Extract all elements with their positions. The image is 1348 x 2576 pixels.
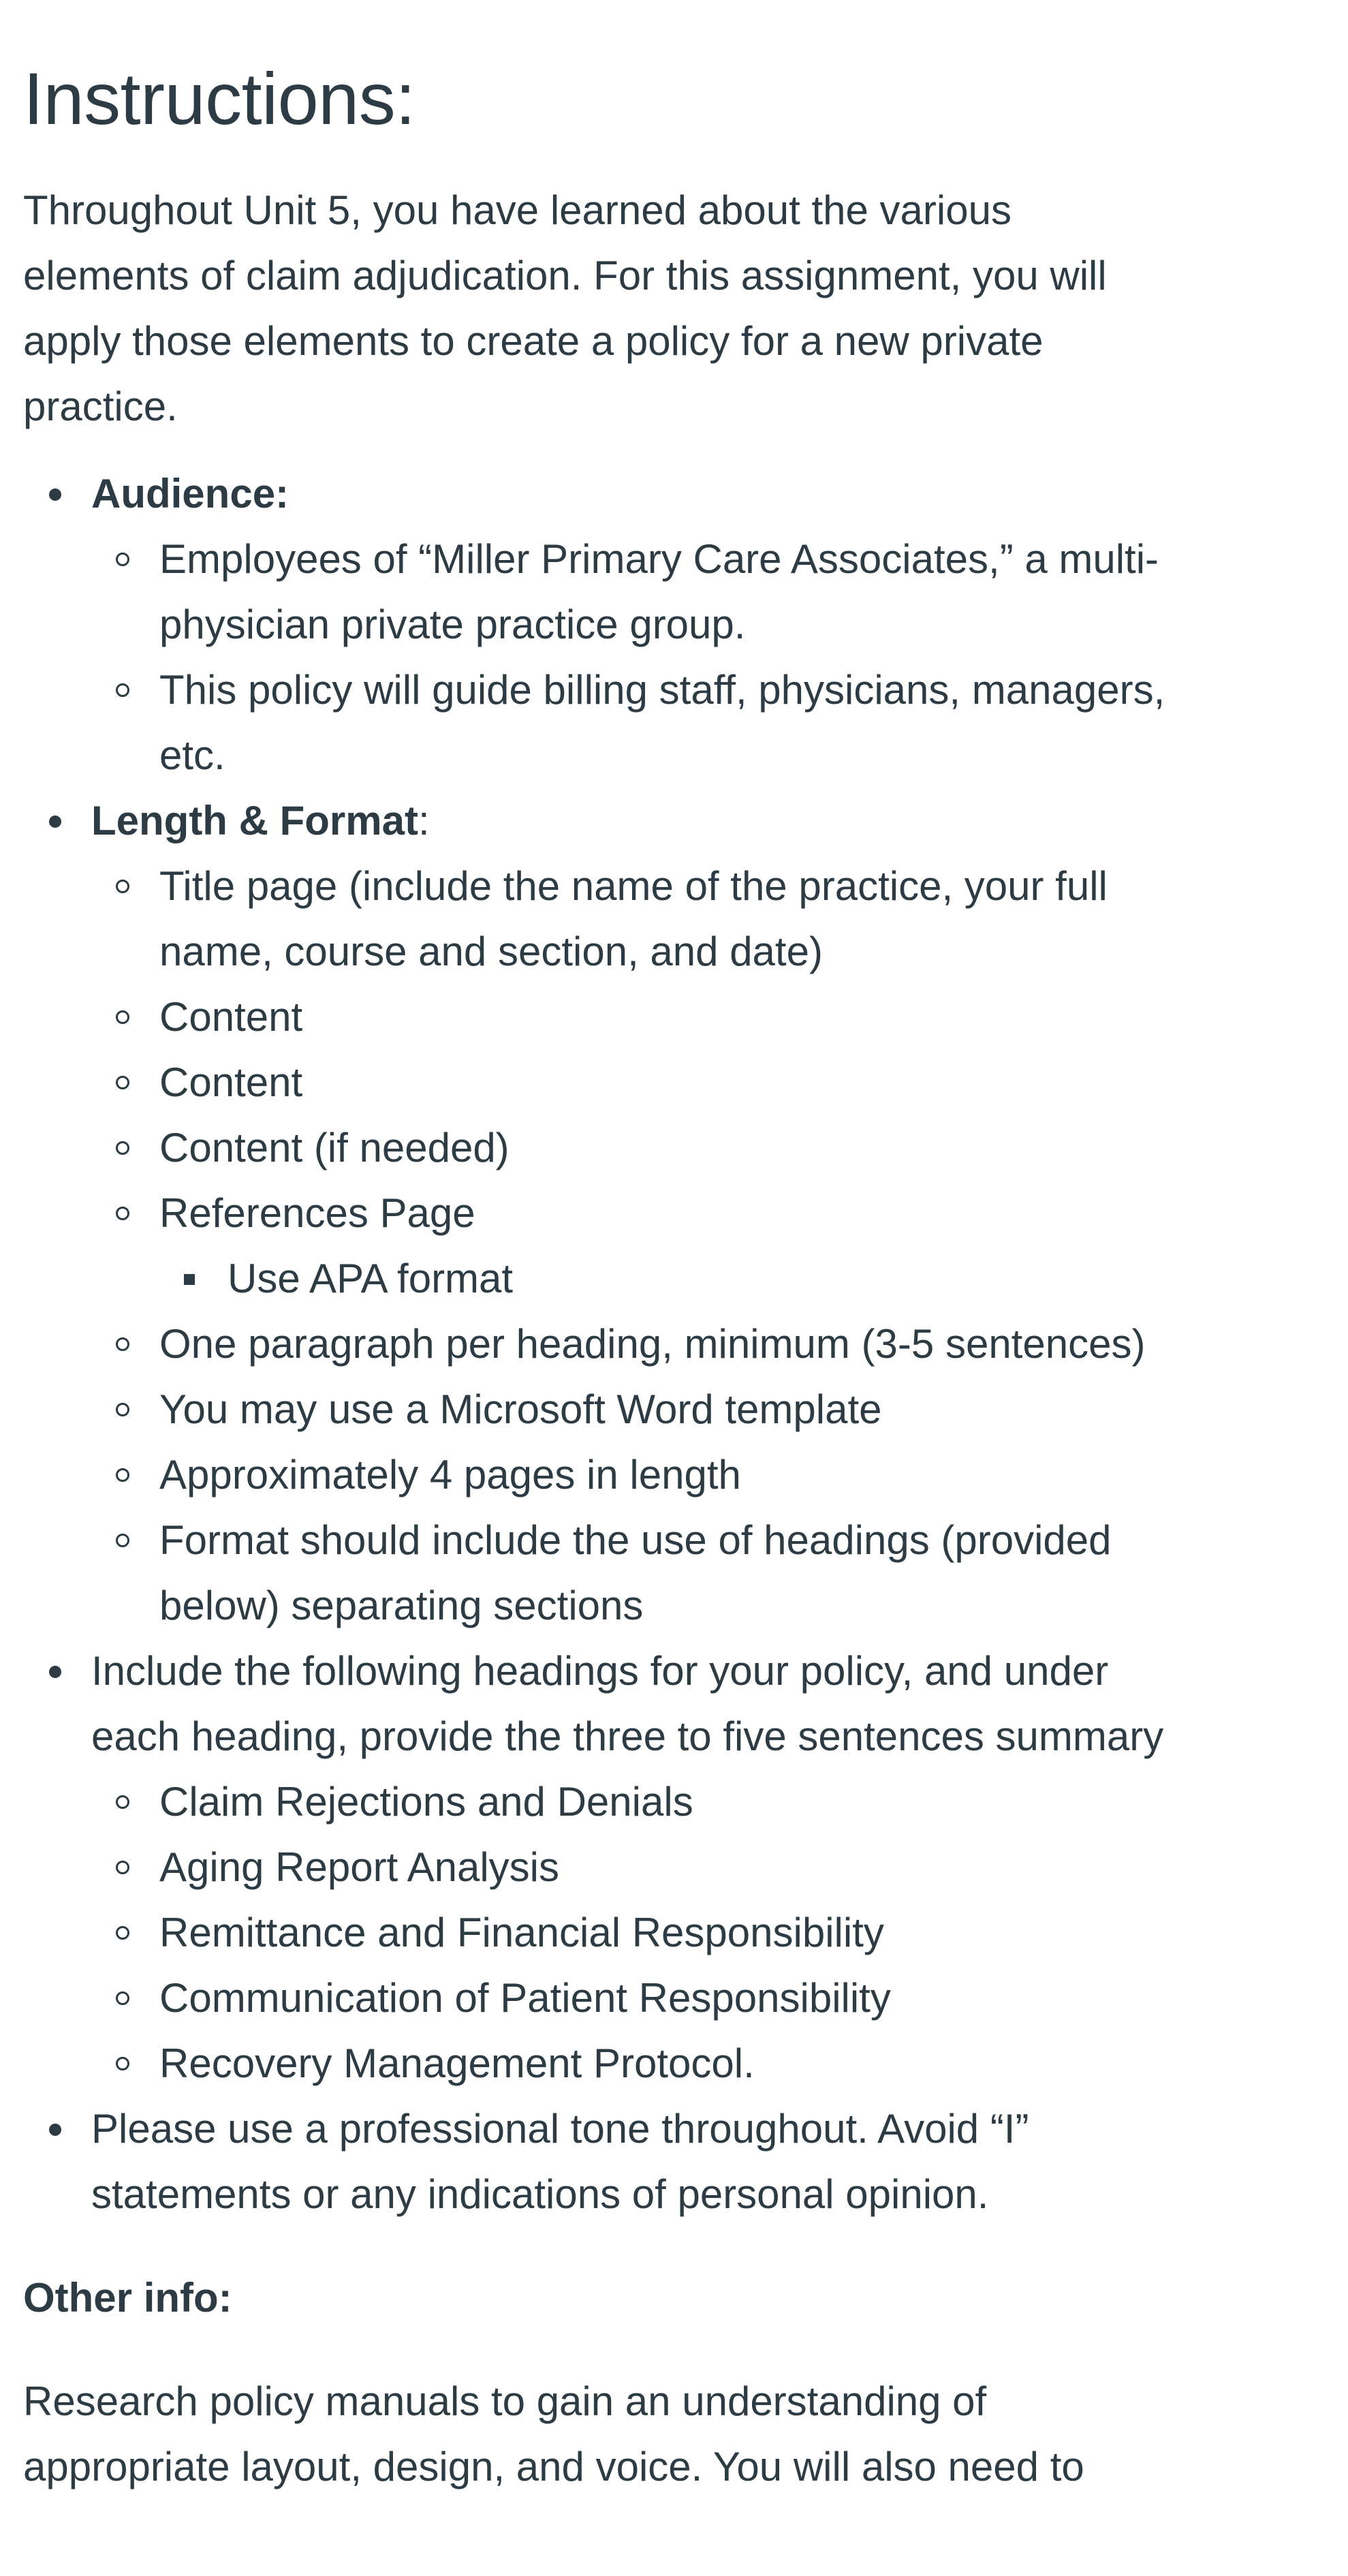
- other-info-paragraph: Research policy manuals to gain an understanding of appropriate layout, design, and voice. You will also need to: [23, 2378, 1084, 2489]
- requirements-list: [23, 461, 1181, 2227]
- list-item: You may use a Microsoft Word template: [91, 1377, 1181, 1442]
- length-format-item: [23, 788, 1181, 1639]
- list-item: Aging Report Analysis: [91, 1835, 1181, 1900]
- assignment-instructions: [23, 0, 1181, 2500]
- other-info-label: Other info:: [23, 2274, 232, 2321]
- list-item: Content: [91, 1050, 1181, 1115]
- tone-item: Please use a professional tone throughout. Avoid “I” statements or any indications of personal opinion.: [23, 2096, 1181, 2227]
- list-item: Content (if needed): [91, 1115, 1181, 1181]
- list-item: Remittance and Financial Responsibility: [91, 1900, 1181, 1966]
- list-item: Use APA format: [159, 1246, 1181, 1312]
- references-page-label: References Page: [159, 1190, 475, 1236]
- list-item: Communication of Patient Responsibility: [91, 1966, 1181, 2031]
- list-item: Claim Rejections and Denials: [91, 1769, 1181, 1835]
- length-format-colon: :: [418, 797, 430, 843]
- page-title: Instructions:: [23, 57, 416, 140]
- headings-item: [23, 1639, 1181, 2096]
- audience-item: [23, 461, 1181, 788]
- intro-paragraph: Throughout Unit 5, you have learned about the various elements of claim adjudication. For this assignment, you will apply those elements to create a policy for a new private practice.: [23, 187, 1107, 429]
- list-item: This policy will guide billing staff, physicians, managers, etc.: [91, 657, 1181, 788]
- list-item: One paragraph per heading, minimum (3-5 sentences): [91, 1312, 1181, 1377]
- list-item: Title page (include the name of the practice, your full name, course and section, and date): [91, 854, 1181, 984]
- headings-text: Include the following headings for your policy, and under each heading, provide the three to five sentences summary: [91, 1647, 1164, 1759]
- audience-sublist: [91, 527, 1181, 788]
- list-item: Format should include the use of headings (provided below) separating sections: [91, 1508, 1181, 1639]
- list-item: Employees of “Miller Primary Care Associates,” a multi-physician private practice group.: [91, 527, 1181, 657]
- other-info-heading: [23, 2265, 1181, 2331]
- list-item: Content: [91, 984, 1181, 1050]
- headings-sublist: [91, 1769, 1181, 2096]
- list-item: Recovery Management Protocol.: [91, 2031, 1181, 2096]
- list-item: Approximately 4 pages in length: [91, 1442, 1181, 1508]
- references-page-item: [91, 1181, 1181, 1312]
- audience-label: Audience:: [91, 470, 289, 516]
- references-sublist: [159, 1246, 1181, 1312]
- length-format-label: Length & Format: [91, 797, 418, 843]
- length-format-sublist: [91, 854, 1181, 1639]
